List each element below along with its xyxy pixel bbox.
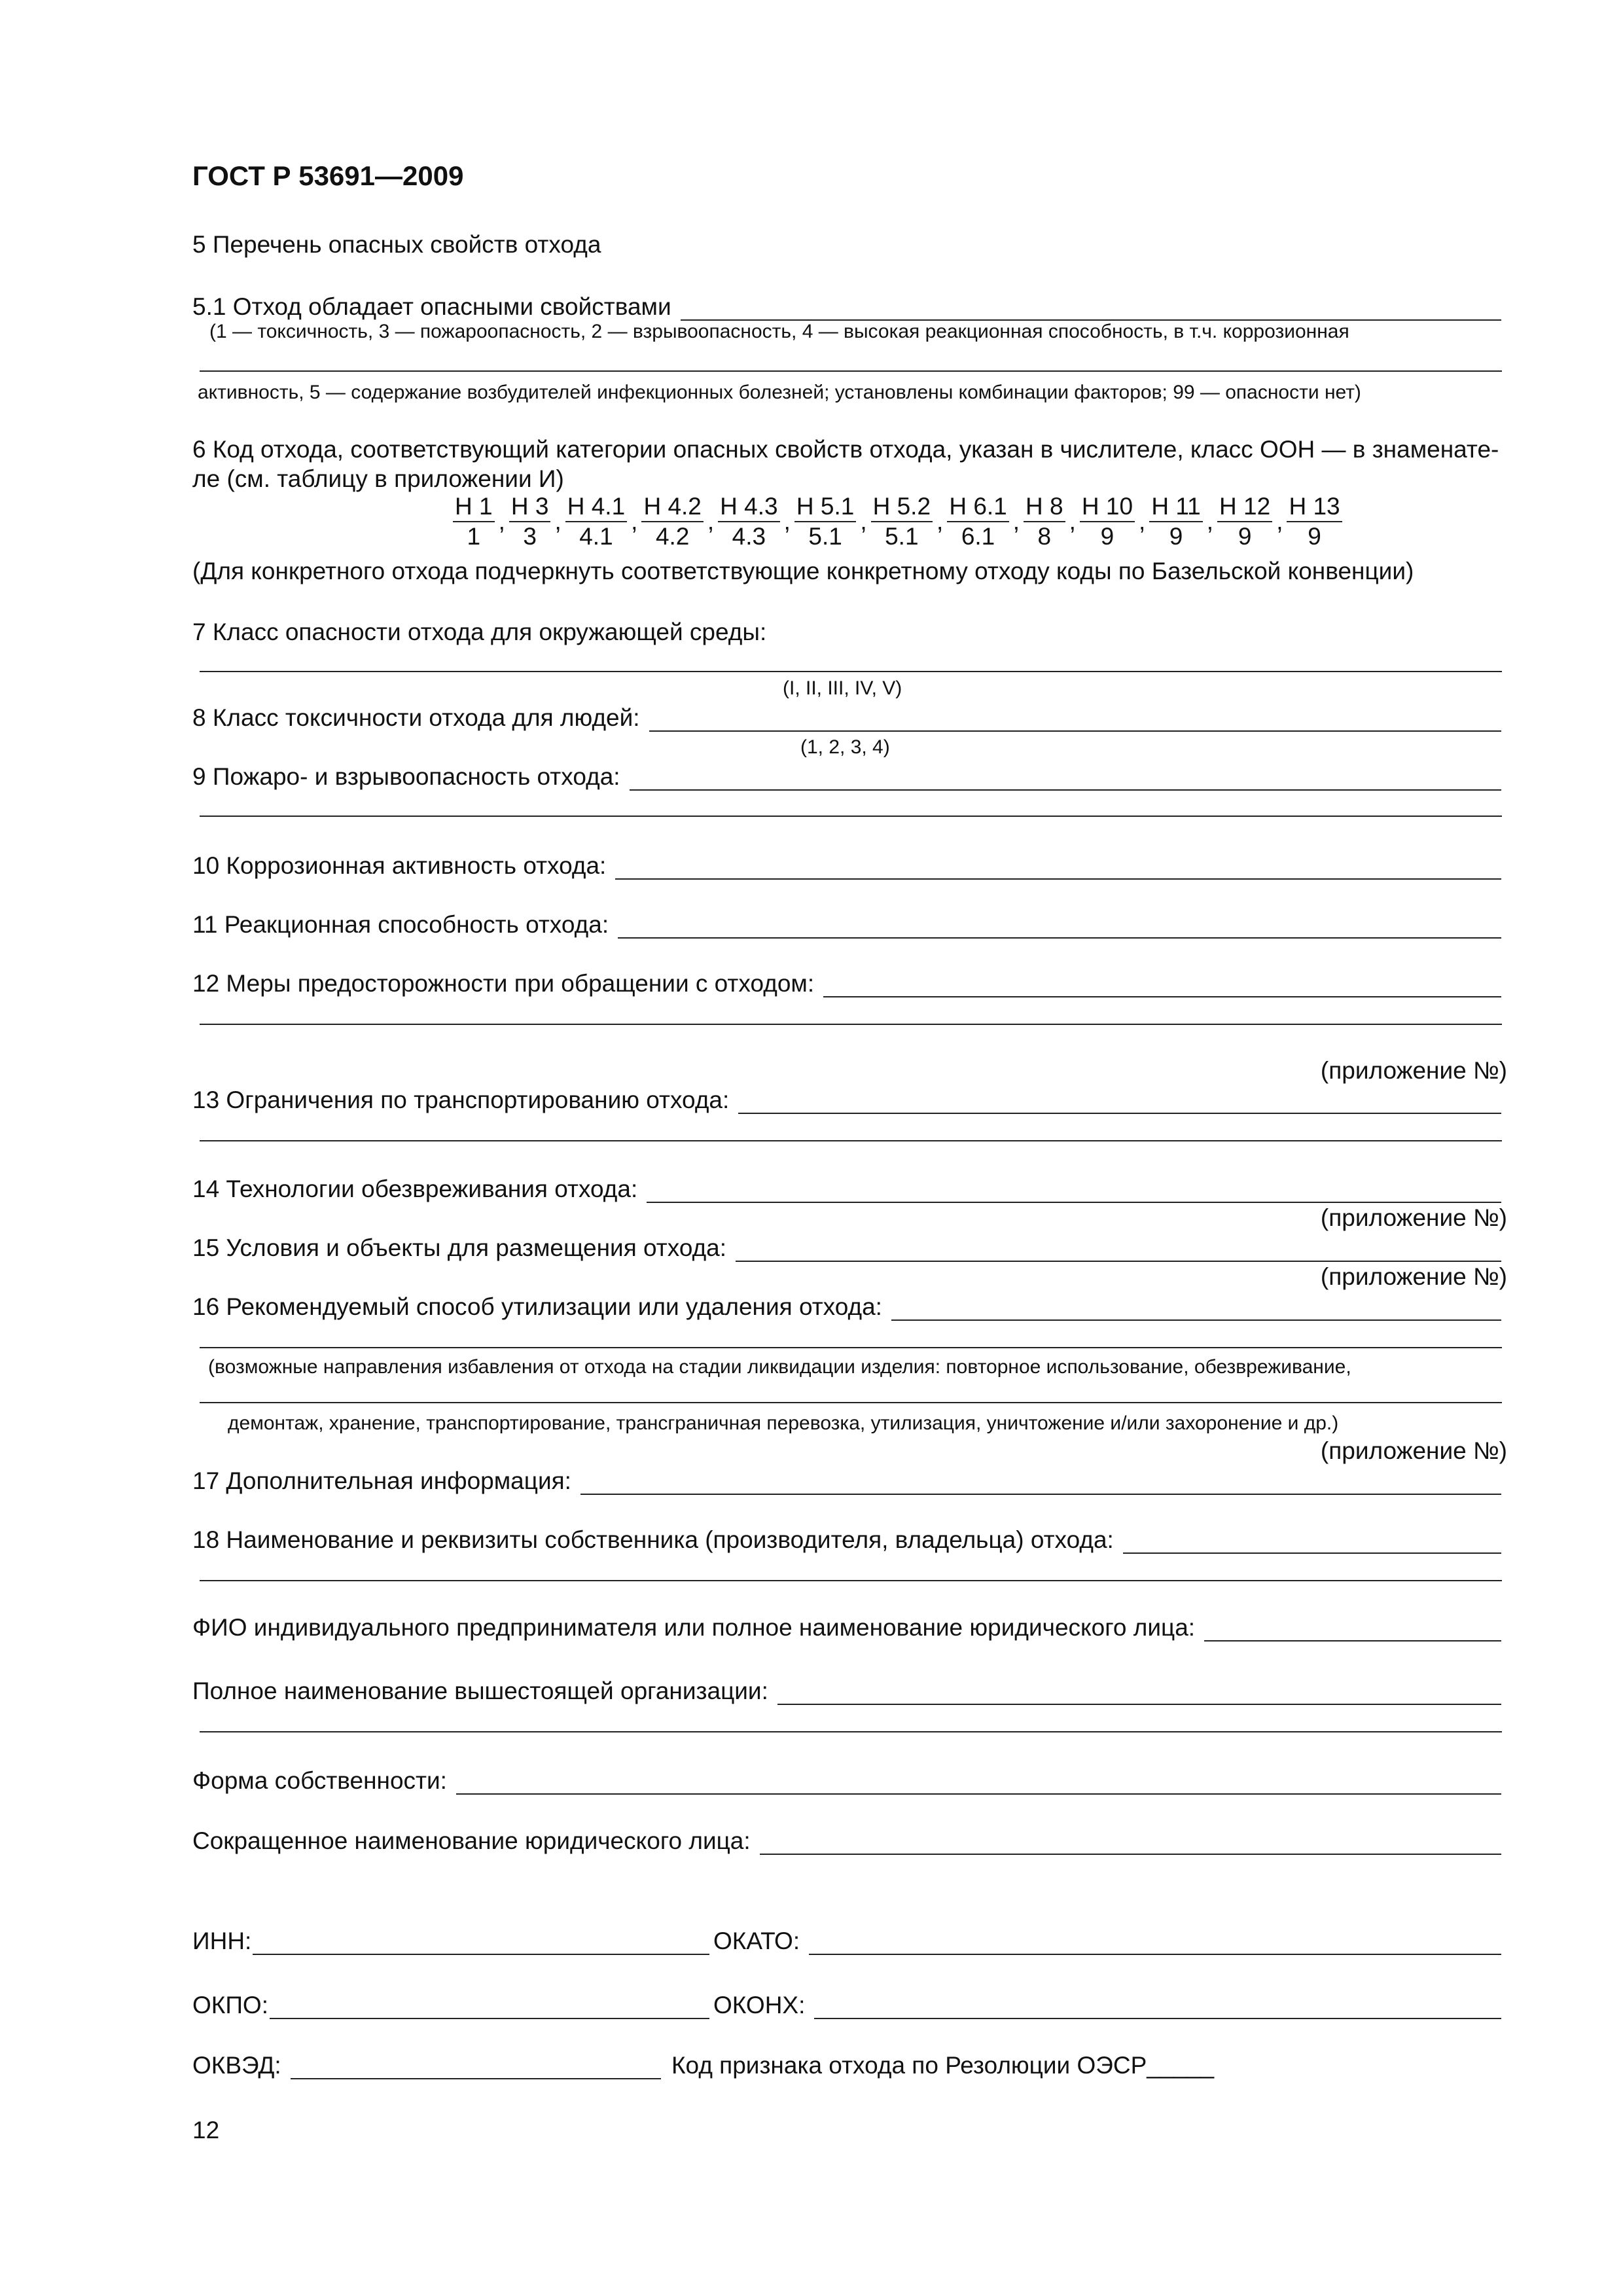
hint-8: (1, 2, 3, 4) xyxy=(800,736,890,758)
field-14-neutralization[interactable] xyxy=(192,1175,1501,1203)
basel-code-fraction xyxy=(871,492,933,551)
field-13-transport-restrictions[interactable] xyxy=(192,1086,1501,1114)
field-okved[interactable] xyxy=(192,2052,661,2079)
field-okato-label: ОКАТО: xyxy=(713,1928,800,1954)
basel-code-denominator: 9 xyxy=(1238,523,1252,550)
basel-code-numerator: H 4.2 xyxy=(641,492,703,522)
field-okato[interactable] xyxy=(713,1928,1501,1955)
fraction-separator: , xyxy=(1206,508,1214,535)
field-12-precautions[interactable] xyxy=(192,970,1501,997)
field-okved-line[interactable] xyxy=(291,2056,661,2079)
fraction-separator: , xyxy=(554,508,562,535)
field-11-reactivity[interactable] xyxy=(192,911,1501,939)
field-5-1-label: 5.1 Отход обладает опасными свойствами xyxy=(192,293,671,320)
field-13-line2[interactable] xyxy=(200,1140,1502,1141)
field-10-line[interactable] xyxy=(615,856,1501,880)
field-5-1-line[interactable] xyxy=(681,297,1501,321)
basel-code-numerator: H 6.1 xyxy=(947,492,1008,522)
field-5-1-hazard-properties[interactable] xyxy=(192,293,1501,321)
field-okved-label: ОКВЭД: xyxy=(192,2052,281,2079)
field-inn[interactable] xyxy=(192,1928,709,1955)
field-16-disposal-method[interactable] xyxy=(192,1293,1501,1321)
field-9-line2[interactable] xyxy=(200,816,1502,817)
field-17-label: 17 Дополнительная информация: xyxy=(192,1467,571,1494)
field-15-line[interactable] xyxy=(736,1238,1501,1262)
field-9-line[interactable] xyxy=(630,767,1501,791)
field-7-line[interactable] xyxy=(200,671,1502,672)
field-16-line2[interactable] xyxy=(200,1347,1502,1348)
field-17-line[interactable] xyxy=(580,1471,1501,1495)
field-ownership-form-label: Форма собственности: xyxy=(192,1767,447,1794)
basel-code-fraction xyxy=(1080,492,1135,551)
field-16-label: 16 Рекомендуемый способ утилизации или удаления отхода: xyxy=(192,1293,882,1320)
basel-code-denominator: 6.1 xyxy=(961,523,995,550)
annex-note-15: (приложение №) xyxy=(1320,1263,1507,1290)
field-okonh[interactable] xyxy=(713,1992,1501,2019)
basel-code-denominator: 5.1 xyxy=(808,523,842,550)
field-15-label: 15 Условия и объекты для размещения отхода: xyxy=(192,1234,727,1261)
field-okonh-line[interactable] xyxy=(814,1996,1501,2019)
field-12-line[interactable] xyxy=(823,974,1501,997)
field-13-label: 13 Ограничения по транспортированию отхода: xyxy=(192,1086,730,1113)
fraction-separator: , xyxy=(707,508,715,535)
basel-code-denominator: 9 xyxy=(1308,523,1321,550)
basel-code-numerator: H 11 xyxy=(1149,492,1202,522)
basel-code-numerator: H 13 xyxy=(1287,492,1342,522)
field-okato-line[interactable] xyxy=(809,1931,1501,1955)
field-14-line[interactable] xyxy=(647,1179,1501,1203)
basel-code-numerator: H 4.3 xyxy=(718,492,779,522)
basel-code-fraction xyxy=(1024,492,1065,551)
section-7-label: 7 Класс опасности отхода для окружающей среды: xyxy=(192,619,767,645)
field-owner-fio-label: ФИО индивидуального предпринимателя или полное наименование юридического лица: xyxy=(192,1614,1196,1641)
field-short-name-label: Сокращенное наименование юридического лица: xyxy=(192,1827,751,1854)
field-okonh-label: ОКОНХ: xyxy=(713,1992,806,2018)
field-5-1-line2[interactable] xyxy=(200,370,1502,372)
basel-code-numerator: H 5.1 xyxy=(794,492,856,522)
field-18-line2[interactable] xyxy=(200,1580,1502,1581)
basel-code-fraction xyxy=(509,492,551,551)
fraction-separator: , xyxy=(936,508,944,535)
hint-16-line2: демонтаж, хранение, транспортирование, трансграничная перевозка, утилизация, уничтожение и/или захоронение и др.) xyxy=(228,1412,1339,1434)
field-oecd-code[interactable]: Код признака отхода по Резолюции ОЭСР_____ xyxy=(671,2052,1215,2079)
field-15-placement[interactable] xyxy=(192,1234,1501,1262)
field-short-name[interactable] xyxy=(192,1827,1501,1855)
field-11-label: 11 Реакционная способность отхода: xyxy=(192,911,609,938)
field-parent-org-line[interactable] xyxy=(777,1681,1501,1705)
basel-code-denominator: 1 xyxy=(467,523,481,550)
basel-code-numerator: H 1 xyxy=(453,492,495,522)
basel-code-fraction xyxy=(1149,492,1202,551)
page-number: 12 xyxy=(192,2117,220,2144)
basel-code-fraction xyxy=(565,492,627,551)
fraction-separator: , xyxy=(860,508,867,535)
basel-code-numerator: H 3 xyxy=(509,492,551,522)
basel-code-fraction xyxy=(718,492,779,551)
field-13-line[interactable] xyxy=(738,1090,1501,1114)
field-18-line[interactable] xyxy=(1123,1530,1501,1554)
field-owner-fio[interactable] xyxy=(192,1614,1501,1641)
basel-code-fraction xyxy=(1217,492,1272,551)
field-short-name-line[interactable] xyxy=(760,1831,1501,1855)
fraction-separator: , xyxy=(1276,508,1283,535)
section-6-note: (Для конкретного отхода подчеркнуть соответствующие конкретному отходу коды по Базельской конвенции) xyxy=(192,558,1414,584)
basel-code-numerator: H 8 xyxy=(1024,492,1065,522)
basel-code-numerator: H 5.2 xyxy=(871,492,933,522)
hint-16-line1: (возможные направления избавления от отхода на стадии ликвидации изделия: повторное использование, обезвреживание, xyxy=(208,1356,1351,1378)
field-okpo-line[interactable] xyxy=(270,1996,709,2019)
basel-code-denominator: 9 xyxy=(1169,523,1183,550)
basel-code-fraction xyxy=(453,492,495,551)
annex-note-16: (приложение №) xyxy=(1320,1437,1507,1464)
section-6-line2: ле (см. таблицу в приложении И) xyxy=(192,465,564,492)
basel-code-fraction xyxy=(1287,492,1342,551)
field-18-label: 18 Наименование и реквизиты собственника (производителя, владельца) отхода: xyxy=(192,1526,1114,1553)
basel-code-denominator: 4.1 xyxy=(579,523,613,550)
field-owner-fio-line[interactable] xyxy=(1204,1618,1501,1641)
fraction-separator: , xyxy=(631,508,638,535)
fraction-separator: , xyxy=(783,508,791,535)
field-parent-org-label: Полное наименование вышестоящей организации: xyxy=(192,1677,768,1704)
basel-code-denominator: 4.2 xyxy=(655,523,690,550)
field-10-corrosion[interactable] xyxy=(192,852,1501,880)
basel-code-denominator: 9 xyxy=(1100,523,1115,550)
section-6-line1: 6 Код отхода, соответствующий категории опасных свойств отхода, указан в числителе, класс ООН — в знаменате- xyxy=(192,436,1499,463)
basel-code-numerator: H 12 xyxy=(1217,492,1272,522)
basel-code-fraction xyxy=(794,492,856,551)
field-12-line2[interactable] xyxy=(200,1024,1502,1025)
field-17-additional-info[interactable] xyxy=(192,1467,1501,1495)
basel-codes-fractions xyxy=(453,492,1342,551)
field-8-label: 8 Класс токсичности отхода для людей: xyxy=(192,704,640,731)
field-inn-label: ИНН: xyxy=(192,1928,252,1954)
basel-code-denominator: 4.3 xyxy=(732,523,766,550)
field-8-toxicity-class[interactable] xyxy=(192,704,1501,732)
fraction-separator: , xyxy=(498,508,505,535)
basel-code-denominator: 5.1 xyxy=(885,523,919,550)
field-18-owner[interactable] xyxy=(192,1526,1501,1554)
basel-code-denominator: 8 xyxy=(1037,523,1052,550)
basel-code-fraction xyxy=(641,492,703,551)
fraction-separator: , xyxy=(1012,508,1020,535)
field-16-line[interactable] xyxy=(891,1297,1501,1321)
fraction-separator: , xyxy=(1069,508,1076,535)
field-11-line[interactable] xyxy=(618,915,1501,939)
section-5-title: 5 Перечень опасных свойств отхода xyxy=(192,231,601,258)
field-inn-line[interactable] xyxy=(253,1931,709,1955)
hint-5-1-line2: активность, 5 — содержание возбудителей инфекционных болезней; установлены комбинации факторов; 99 — опасности нет) xyxy=(198,382,1361,403)
basel-code-denominator: 3 xyxy=(523,523,537,550)
basel-code-numerator: H 10 xyxy=(1080,492,1135,522)
fraction-separator: , xyxy=(1139,508,1146,535)
field-okpo-label: ОКПО: xyxy=(192,1992,268,2018)
field-9-fire-explosion[interactable] xyxy=(192,763,1501,791)
field-10-label: 10 Коррозионная активность отхода: xyxy=(192,852,607,879)
field-parent-org-line2[interactable] xyxy=(200,1731,1502,1732)
annex-note-12: (приложение №) xyxy=(1320,1057,1507,1084)
basel-code-numerator: H 4.1 xyxy=(565,492,627,522)
field-ownership-form-line[interactable] xyxy=(456,1771,1501,1795)
field-9-label: 9 Пожаро- и взрывоопасность отхода: xyxy=(192,763,620,790)
hint-5-1-line1: (1 — токсичность, 3 — пожароопасность, 2 — взрывоопасность, 4 — высокая реакционная способность, в т.ч. коррозионная xyxy=(209,321,1349,342)
basel-code-fraction xyxy=(947,492,1008,551)
doc-code: ГОСТ Р 53691—2009 xyxy=(192,160,464,191)
field-ownership-form[interactable] xyxy=(192,1767,1501,1795)
field-parent-org[interactable] xyxy=(192,1677,1501,1705)
field-14-label: 14 Технологии обезвреживания отхода: xyxy=(192,1175,638,1202)
field-16-line3[interactable] xyxy=(200,1402,1502,1403)
field-8-line[interactable] xyxy=(649,708,1501,732)
annex-note-14: (приложение №) xyxy=(1320,1204,1507,1231)
field-okpo[interactable] xyxy=(192,1992,709,2019)
hint-7: (I, II, III, IV, V) xyxy=(783,677,902,699)
field-12-label: 12 Меры предосторожности при обращении с отходом: xyxy=(192,970,815,997)
